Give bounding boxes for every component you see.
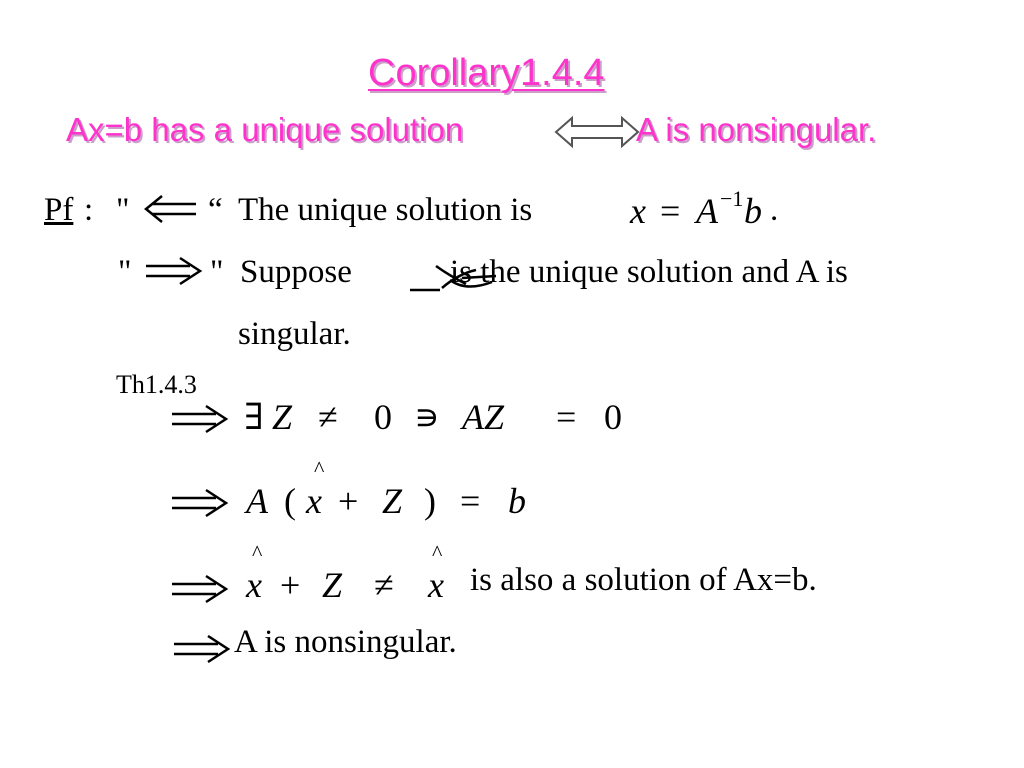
step3-x2: x: [428, 565, 444, 605]
line1-open-quote: ": [116, 192, 130, 228]
step1-zero2: 0: [604, 397, 622, 437]
iff-arrow-icon: [552, 114, 642, 150]
line1-text: The unique solution is: [238, 192, 533, 228]
step3-Z: Z: [322, 565, 343, 605]
step1-zero: 0: [374, 397, 392, 437]
math-equals: =: [660, 191, 681, 231]
left-implies-arrow-icon: [142, 194, 198, 224]
step3-neq: ≠: [374, 565, 394, 605]
right-implies-arrow-icon: [144, 256, 206, 286]
slide-title: Corollary1.4.4: [368, 52, 605, 94]
step4-text: A is nonsingular.: [234, 624, 457, 660]
line2-text-c: singular.: [238, 316, 351, 352]
step1-such-that: ∍: [414, 397, 440, 437]
step3-implies-icon: [170, 574, 232, 604]
step3-hat-1: ^: [252, 540, 263, 565]
step1-implies-icon: [170, 404, 232, 434]
step2-implies-icon: [170, 488, 232, 518]
math-b: b: [744, 191, 762, 231]
math-A: A: [696, 191, 718, 231]
math-superscript: −1: [720, 186, 744, 211]
math-x: x: [630, 191, 646, 231]
line2-text-a: Suppose: [240, 254, 352, 290]
theorem-reference: Th1.4.3: [116, 370, 197, 399]
step2-lparen: (: [284, 481, 296, 521]
step2-A: A: [246, 481, 268, 521]
step1-eq: =: [556, 397, 577, 437]
step3-x: x: [246, 565, 262, 605]
step2-eq: =: [460, 481, 481, 521]
step1-exists: ∃: [244, 397, 264, 437]
step1-neq: ≠: [318, 397, 338, 437]
step2-hat: ^: [314, 456, 325, 481]
line1-close-quote: “: [208, 192, 223, 228]
line2-close-quote: ": [210, 254, 224, 290]
step3-plus: +: [280, 565, 301, 605]
step2-rparen: ): [424, 481, 436, 521]
step1-Z: Z: [272, 397, 293, 437]
step2-Z: Z: [382, 481, 403, 521]
line2-open-quote: ": [118, 254, 132, 290]
line1-period: .: [770, 192, 779, 228]
pf-colon: :: [84, 192, 94, 228]
step1-AZ: AZ: [462, 397, 505, 437]
line2-text-b: is the unique solution and A is: [450, 254, 848, 290]
step2-plus: +: [338, 481, 359, 521]
statement-right: A is nonsingular.: [636, 111, 877, 148]
statement-left: Ax=b has a unique solution: [66, 111, 464, 148]
step2-x: x: [306, 481, 322, 521]
pf-label: Pf: [44, 192, 74, 228]
step3-text: is also a solution of Ax=b.: [470, 562, 817, 598]
step2-b: b: [508, 481, 526, 521]
step3-hat-2: ^: [432, 540, 443, 565]
step4-implies-icon: [172, 634, 234, 664]
